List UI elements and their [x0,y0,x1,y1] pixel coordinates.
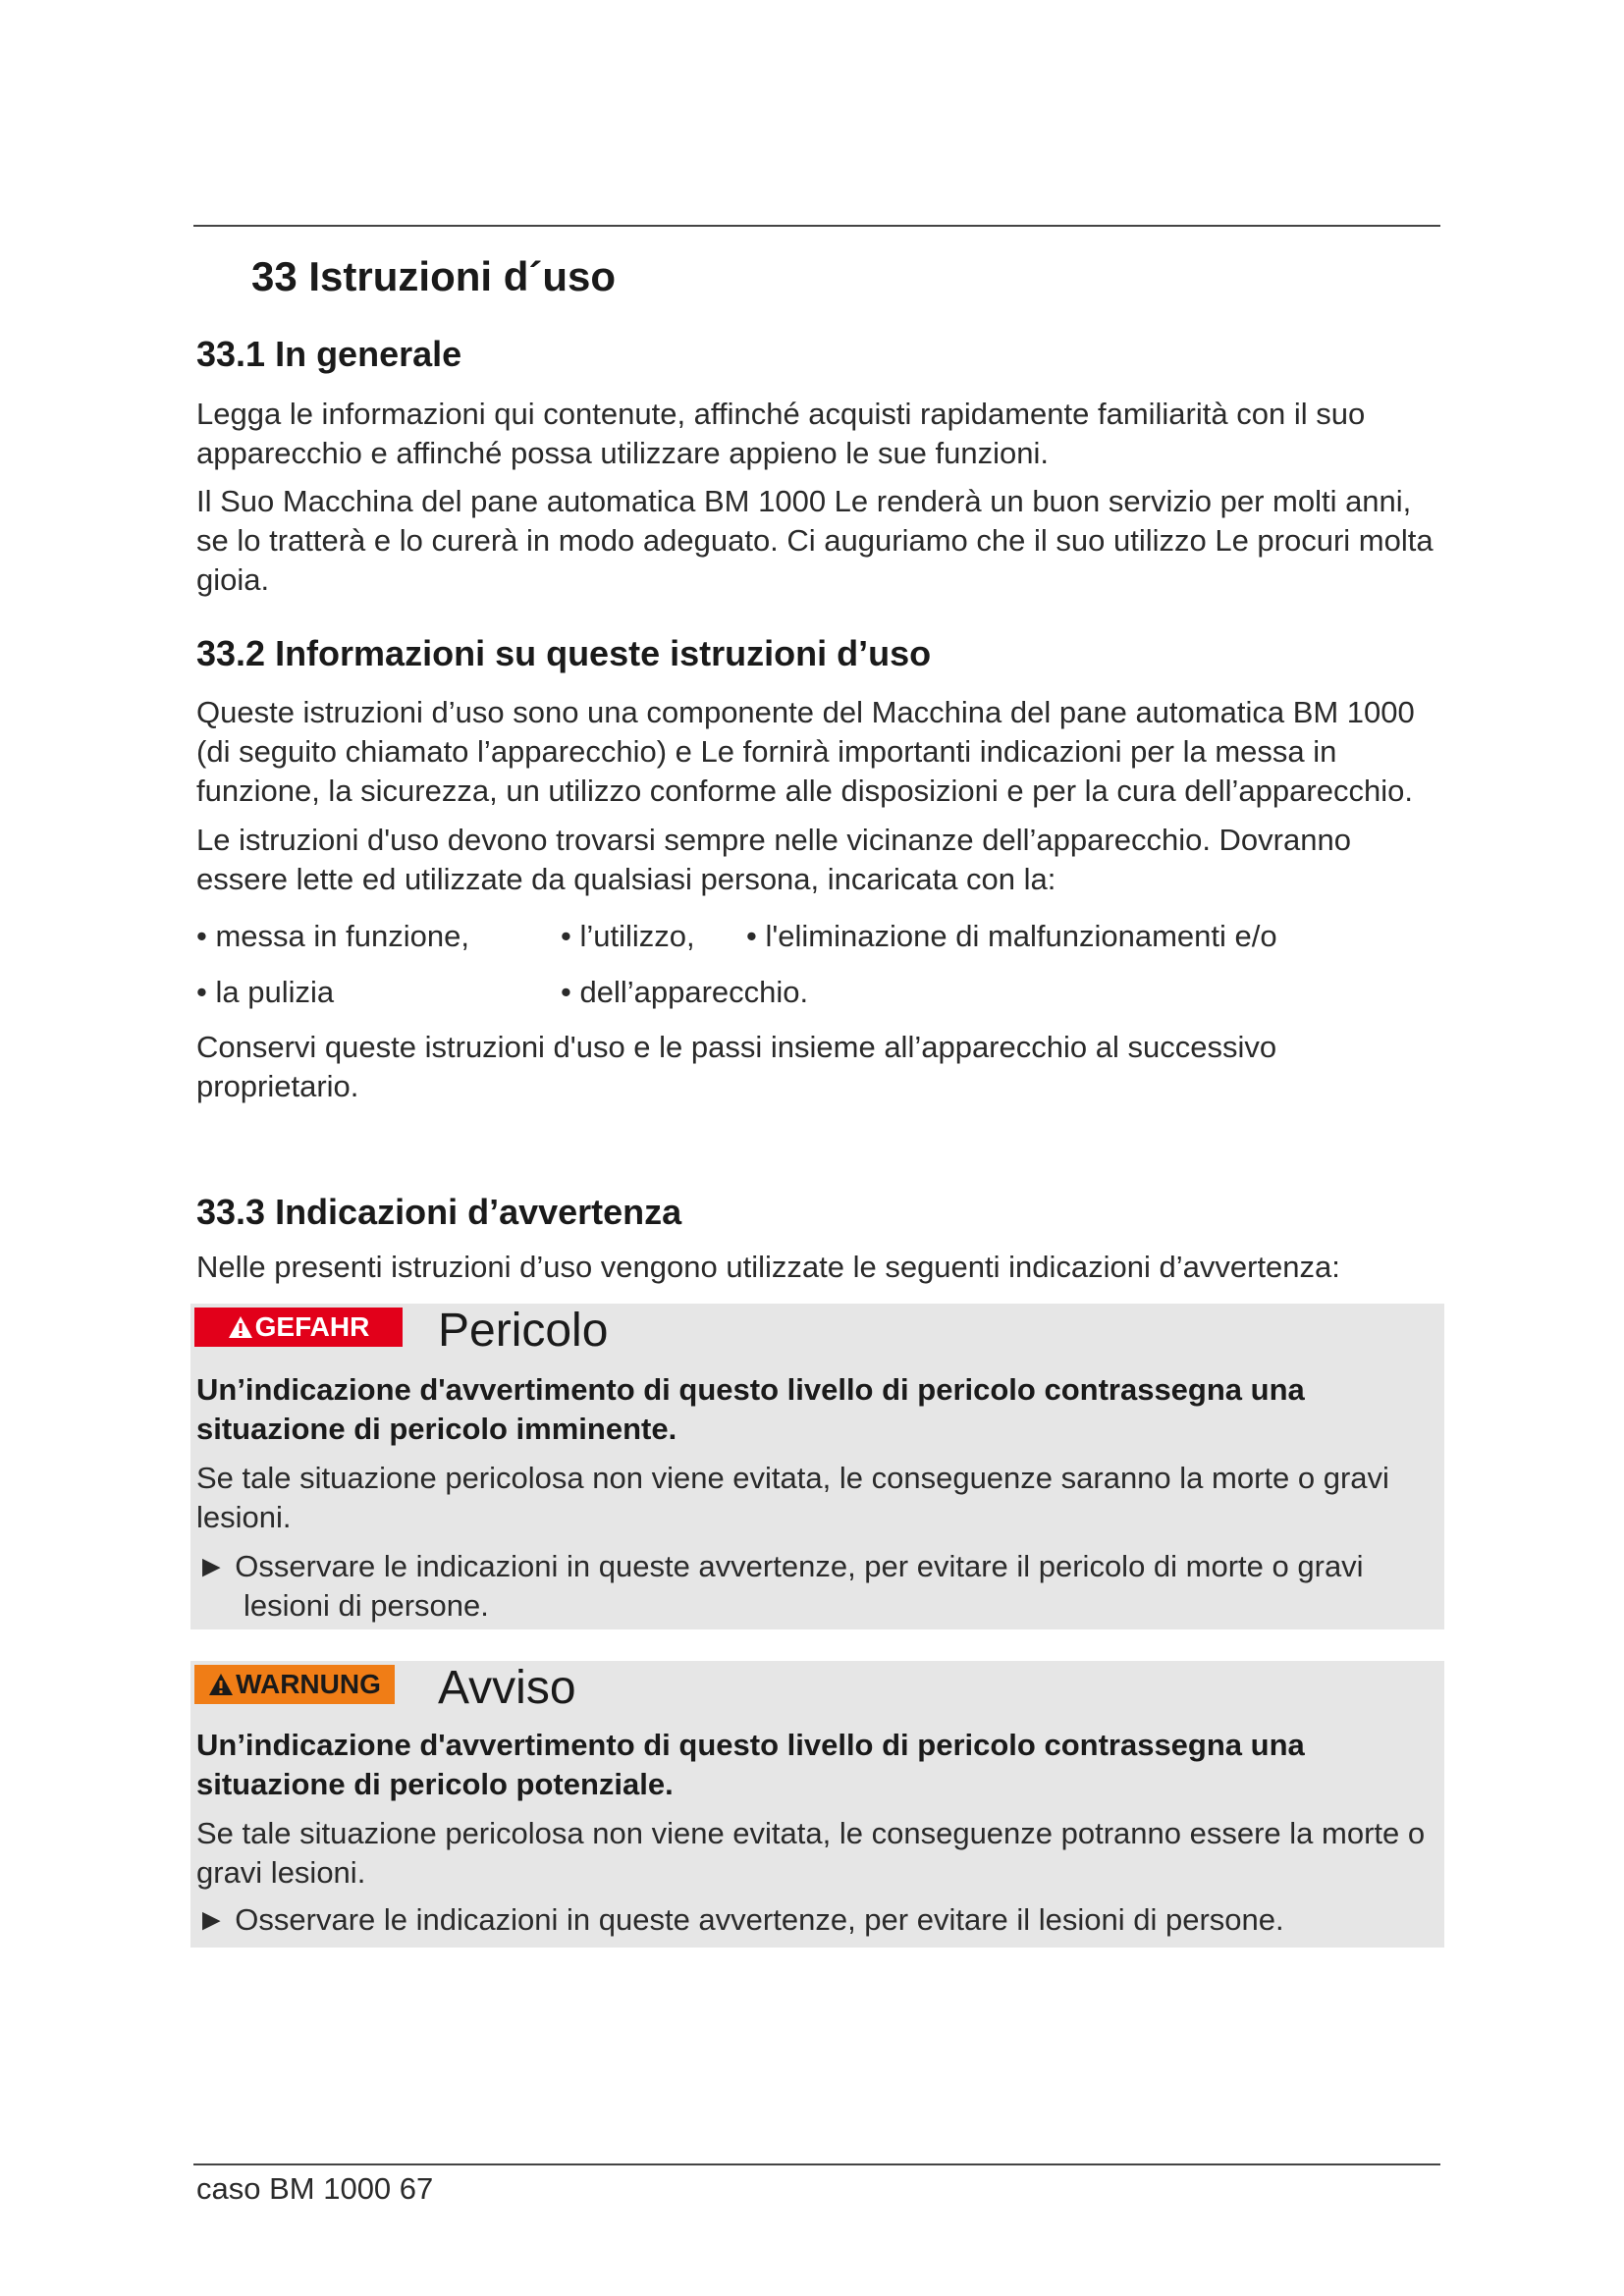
list-item: • l'eliminazione di malfunzionamenti e/o [746,919,1277,953]
page-footer: caso BM 1000 67 [196,2171,434,2206]
warning-instruction: ► Osservare le indicazioni in queste avvertenze, per evitare il pericolo di morte o gravi lesioni di persone. [196,1549,1364,1623]
warning-triangle-icon [228,1315,253,1339]
paragraph: Il Suo Macchina del pane automatica BM 1000 Le renderà un buon servizio per molti anni, se lo tratterà e lo curerà in modo adeguato. Ci auguriamo che il suo utilizzo Le procuri molta gioia. [196,484,1434,597]
signal-word: GEFAHR [254,1311,370,1342]
paragraph: Le istruzioni d'uso devono trovarsi sempre nelle vicinanze dell’apparecchio. Dovranno essere lette ed utilizzate da qualsiasi persona, incaricata con la: [196,823,1351,896]
paragraph: Queste istruzioni d’uso sono una componente del Macchina del pane automatica BM 1000 (di seguito chiamato l’apparecchio) e Le fornirà importanti indicazioni per la messa in funzione, la sicurezza, un utilizzo conforme alle disposizioni e per la cura dell’apparecchio. [196,695,1415,808]
section-heading-33-3: 33.3 Indicazioni d’avvertenza [196,1192,682,1232]
header-rule [193,225,1440,227]
paragraph: Legga le informazioni qui contenute, affinché acquisti rapidamente familiarità con il suo apparecchio e affinché possa utilizzare appieno le sue funzioni. [196,397,1366,470]
paragraph: Conservi queste istruzioni d'uso e le passi insieme all’apparecchio al successivo proprietario. [196,1030,1277,1103]
warning-title: Avviso [438,1662,576,1714]
footer-rule [193,2163,1440,2165]
list-item: • la pulizia [196,975,335,1009]
list-item: • l’utilizzo, [561,919,695,953]
paragraph: Nelle presenti istruzioni d’uso vengono utilizzate le seguenti indicazioni d’avvertenza: [196,1250,1340,1284]
bullet-row [196,917,1441,956]
list-item: • dell’apparecchio. [561,975,809,1009]
warning-box-warning [190,1661,1444,1948]
warning-definition: Un’indicazione d'avvertimento di questo livello di pericolo contrassegna una situazione di pericolo potenziale. [196,1728,1305,1801]
bullet-row [196,973,1441,1012]
signal-word: WARNUNG [236,1669,381,1699]
warning-instruction: ► Osservare le indicazioni in queste avvertenze, per evitare il lesioni di persone. [196,1902,1284,1937]
warning-signal-badge [194,1665,395,1704]
section-heading-33-1: 33.1 In generale [196,334,462,374]
warning-title: Pericolo [438,1305,609,1357]
warning-consequence: Se tale situazione pericolosa non viene evitata, le conseguenze saranno la morte o gravi lesioni. [196,1461,1389,1534]
danger-signal-badge [194,1308,403,1347]
warning-definition: Un’indicazione d'avvertimento di questo livello di pericolo contrassegna una situazione di pericolo imminente. [196,1372,1305,1446]
warning-triangle-icon [208,1673,234,1696]
list-item: • messa in funzione, [196,919,469,953]
warning-box-danger [190,1304,1444,1629]
warning-consequence: Se tale situazione pericolosa non viene evitata, le conseguenze potranno essere la morte o gravi lesioni. [196,1816,1426,1890]
chapter-title: 33 Istruzioni d´uso [251,253,617,299]
section-heading-33-2: 33.2 Informazioni su queste istruzioni d’uso [196,633,932,673]
